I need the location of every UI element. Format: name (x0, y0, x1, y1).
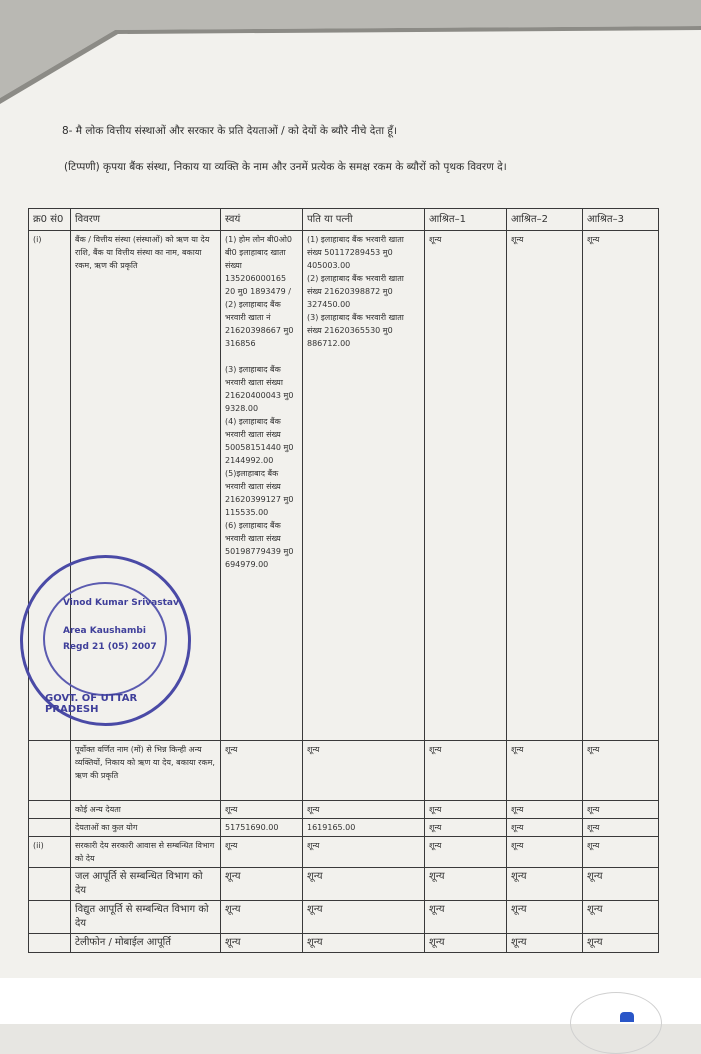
row-dependent-2: शून्य (507, 837, 583, 868)
row-dependent-3: शून्य (583, 934, 659, 953)
table-row (29, 837, 659, 868)
row-spouse: शून्य (303, 868, 425, 901)
row-dependent-1: शून्य (425, 868, 507, 901)
row-dependent-1: शून्य (425, 819, 507, 837)
intro-line-2: (टिप्पणी) कृपया बैंक संस्था, निकाय या व्यक्ति के नाम और उनमें प्रत्येक के समक्ष रकम के ब्यौरों को पृथक विवरण दे। (64, 161, 507, 173)
header-description: विवरण (71, 209, 221, 231)
table-row (29, 819, 659, 837)
table-row (29, 934, 659, 953)
row-dependent-3: शून्य (583, 801, 659, 819)
table-row (29, 801, 659, 819)
row-dependent-2: शून्य (507, 934, 583, 953)
row-sn (29, 868, 71, 901)
row-self: 51751690.00 (221, 819, 303, 837)
row-spouse: शून्य (303, 837, 425, 868)
header-self: स्वयं (221, 209, 303, 231)
row-description: सरकारी देय सरकारी आवास से सम्बन्धित विभाग को देय (71, 837, 221, 868)
row-sn (29, 901, 71, 934)
row-sn: (i) (29, 231, 71, 741)
header-dependent-2: आश्रित–2 (507, 209, 583, 231)
row-sn (29, 801, 71, 819)
row-dependent-2: शून्य (507, 868, 583, 901)
notary-seal (20, 555, 191, 726)
row-sn: (ii) (29, 837, 71, 868)
header-sn: क्र0 सं0 (29, 209, 71, 231)
row-description: पूर्वोक्त वर्णित नाम (मों) से भिन्न किन्ही अन्य व्यक्तियों, निकाय को ऋण या देय, बकाया रकम, ऋण की प्रकृति (71, 741, 221, 801)
row-dependent-3: शून्य (583, 741, 659, 801)
row-self: शून्य (221, 901, 303, 934)
row-dependent-1: शून्य (425, 231, 507, 741)
table-row (29, 901, 659, 934)
row-dependent-2: शून्य (507, 231, 583, 741)
row-description: देयताओं का कुल योग (71, 819, 221, 837)
row-dependent-3: शून्य (583, 901, 659, 934)
header-spouse: पति या पत्नी (303, 209, 425, 231)
table-row (29, 868, 659, 901)
row-sn (29, 819, 71, 837)
table-row (29, 741, 659, 801)
row-dependent-3: शून्य (583, 819, 659, 837)
row-dependent-2: शून्य (507, 819, 583, 837)
row-dependent-1: शून्य (425, 801, 507, 819)
row-description: विद्युत आपूर्ति से सम्बन्धित विभाग को देय (71, 901, 221, 934)
seal-name: Vinod Kumar Srivastav (63, 598, 179, 608)
row-description: बैंक / वित्तीय संस्था (संस्थाओं) को ऋण या देय राशि, बैंक या वित्तीय संस्था का नाम, बकाया रकम, ऋण की प्रकृति (71, 231, 221, 741)
row-dependent-2: शून्य (507, 901, 583, 934)
row-self: शून्य (221, 934, 303, 953)
header-dependent-1: आश्रित–1 (425, 209, 507, 231)
header-dependent-3: आश्रित–3 (583, 209, 659, 231)
row-sn (29, 741, 71, 801)
row-spouse: 1619165.00 (303, 819, 425, 837)
table-header-row (29, 209, 659, 231)
intro-line-1: 8- मै लोक वित्तीय संस्थाओं और सरकार के प्रति देयताओं / को देयों के ब्यौरे नीचे देता हूँ। (62, 125, 397, 137)
row-dependent-2: शून्य (507, 801, 583, 819)
row-dependent-1: शून्य (425, 741, 507, 801)
row-spouse: (1) इलाहाबाद बैंक भरवारी खाता संख्य 50117289453 मु0 405003.00 (2) इलाहाबाद बैंक भरवारी खाता संख्य 21620398872 मु0 327450.00 (3) इलाहाबाद बैंक भरवारी खाता संख्य 21620365530 मु0 886712.00 (303, 231, 425, 741)
row-self: शून्य (221, 801, 303, 819)
row-dependent-3: शून्य (583, 868, 659, 901)
row-dependent-1: शून्य (425, 934, 507, 953)
page-fold (0, 0, 701, 120)
row-spouse: शून्य (303, 741, 425, 801)
row-dependent-3: शून्य (583, 837, 659, 868)
row-spouse: शून्य (303, 801, 425, 819)
row-sn (29, 934, 71, 953)
seal-govt: GOVT. OF UTTAR PRADESH (45, 693, 138, 715)
row-spouse: शून्य (303, 934, 425, 953)
row-dependent-1: शून्य (425, 837, 507, 868)
row-dependent-1: शून्य (425, 901, 507, 934)
row-spouse: शून्य (303, 901, 425, 934)
row-self: शून्य (221, 868, 303, 901)
seal-regd: Regd 21 (05) 2007 (63, 642, 157, 652)
row-description: जल आपूर्ति से सम्बन्धित विभाग को देय (71, 868, 221, 901)
row-self: शून्य (221, 837, 303, 868)
scroll-indicator-icon[interactable] (620, 1012, 634, 1022)
row-self: (1) होम लोन बी0ओ0 बी0 इलाहाबाद खाता संख्या 135206000165 20 मु0 1893479 / (2) इलाहाबाद बैंक भरवारी खाता नं 21620398667 मु0 316856 (3) इलाहाबाद बैंक भरवारी खाता संख्या 21620400043 मु0 9328.00 (4) इलाहाबाद बैंक भरवारी खाता संख्य 50058151440 मु0 2144992.00 (5)इलाहाबाद बैंक भरवारी खाता संख्य 21620399127 मु0 115535.00 (6) इलाहाबाद बैंक भरवारी खाता संख्य 50198779439 मु0 694979.00 (221, 231, 303, 741)
row-self: शून्य (221, 741, 303, 801)
row-description: कोई अन्य देयता (71, 801, 221, 819)
seal-area: Area Kaushambi (63, 626, 146, 636)
row-dependent-3: शून्य (583, 231, 659, 741)
row-description: टेलीफोन / मोबाईल आपूर्ति (71, 934, 221, 953)
page-curl (570, 992, 662, 1054)
row-dependent-2: शून्य (507, 741, 583, 801)
